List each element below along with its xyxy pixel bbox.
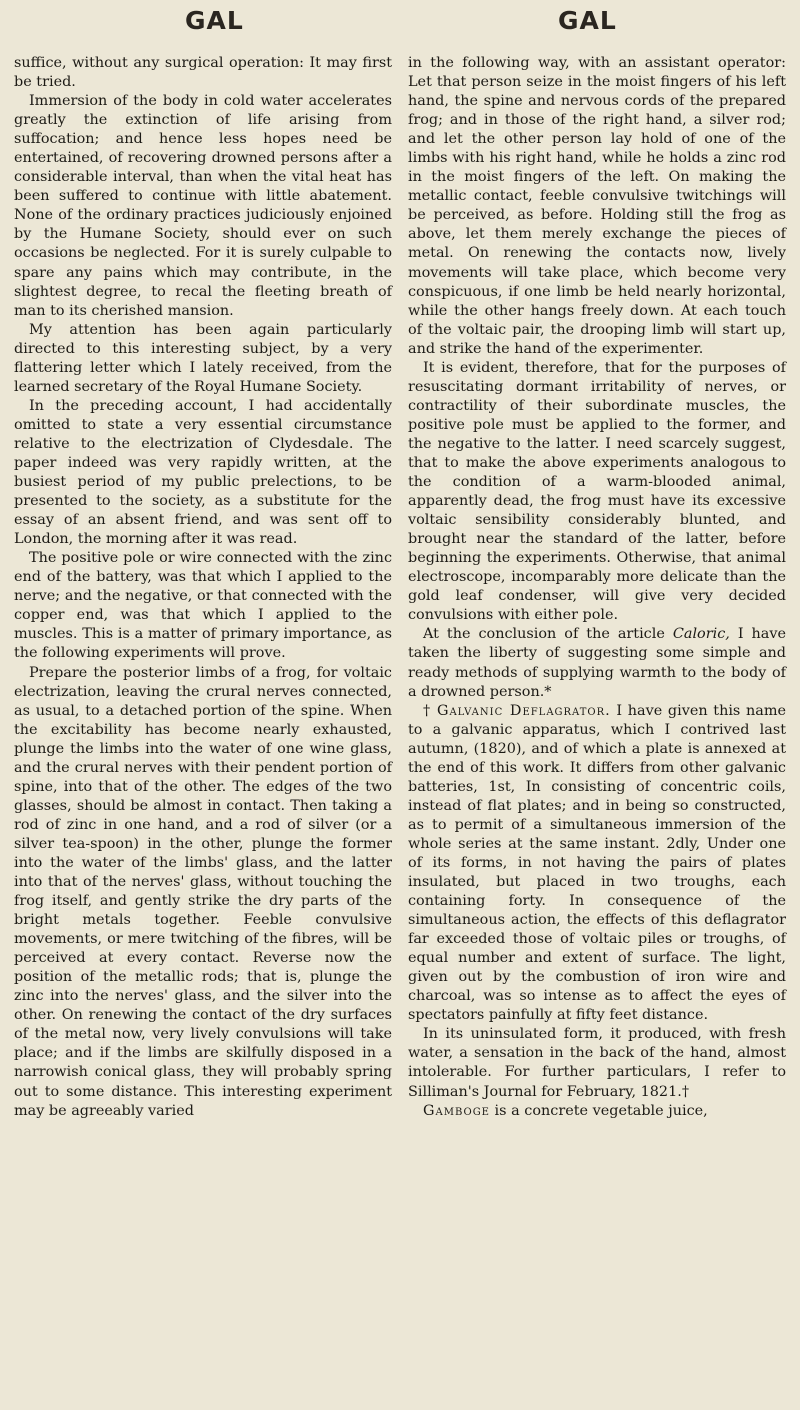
paragraph-preceding-account: In the preceding account, I had accidentally omitted to state a very essential circumstance relative to the electrization of Clydesdale. The paper indeed was very rapidly written, at the busiest period of my public prelections, to be presented to the society, as a substitute for the essay of an absent friend, and was sent off to London, the morning after it was read. xyxy=(14,397,392,548)
running-head-right: GAL xyxy=(558,6,617,35)
paragraph-evident: It is evident, therefore, that for the purposes of resuscitating dormant irritability of nerves, or contractility of their subordinate muscles, the positive pole must be applied to the former, and the negative to the latter. I need scarcely suggest, that to make the above experiments analogous to the condition of a warm-blooded animal, apparently dead, the frog must have its excessive voltaic sensibility considerably blunted, and brought near the standard of the latter, before beginning the experiments. Otherwise, that animal electroscope, incomparably more delicate than the gold leaf condenser, will give very decided convulsions with either pole. xyxy=(408,359,786,624)
paragraph-frog-experiment: Prepare the posterior limbs of a frog, for voltaic electrization, leaving the crural nerves connected, as usual, to a detached portion of the spine. When the excitability has become nearly exhausted, plunge the limbs into the water of one wine glass, and the crural nerves with their pendent portion of spine, into that of the other. The edges of the two glasses, should be almost in contact. Then taking a rod of zinc in one hand, and a rod of silver (or a silver tea-spoon) in the other, plunge the former into the water of the limbs' glass, and the latter into that of the nerves' glass, without touching the frog itself, and gently strike the dry parts of the bright metals together. Feeble convulsive movements, or mere twitching of the fibres, will be perceived at every contact. Reverse now the position of the metallic rods; that is, plunge the zinc into the nerves' glass, and the silver into the other. On renewing the contact of the dry surfaces of the metal now, very lively convulsions will take place; and if the limbs are skilfully disposed in a narrowish conical glass, they will probably spring out to some distance. This interesting experiment may be agreeably varied xyxy=(14,664,392,1119)
left-column xyxy=(14,54,392,1121)
entry-galvanic-deflagrator xyxy=(408,702,786,1026)
caloric-term: Caloric, xyxy=(672,626,730,643)
paragraph-assistant-operator: in the following way, with an assistant operator: Let that person seize in the moist fingers of his left hand, the spine and nervous cords of the prepared frog; and in those of the right hand, a silver rod; and let the other person lay hold of one of the limbs with his right hand, while he holds a zinc rod in the moist fingers of the left. On making the metallic contact, feeble convulsive twitchings will be perceived, as before. Holding still the frog as above, let them merely exchange the pieces of metal. On renewing the contacts now, lively movements will take place, which become very conspicuous, if one limb be held nearly horizontal, while the other hangs freely down. At each touch of the voltaic pair, the drooping limb will start up, and strike the hand of the experimenter. xyxy=(408,55,786,357)
dagger-mark: † xyxy=(423,702,437,719)
paragraph-immersion: Immersion of the body in cold water accelerates greatly the extinction of life arising from suffocation; and hence less hopes need be entertained, of recovering drowned persons after a considerable interval, than when the vital heat has been suffered to continue with little abatement. None of the ordinary practices judiciously enjoined by the Humane Society, should ever on such occasions be neglected. For it is surely culpable to spare any pains which may contribute, in the slightest degree, to recal the fleeting breath of man to its cherished mansion. xyxy=(14,93,392,319)
paragraph-uninsulated: In its uninsulated form, it produced, with fresh water, a sensation in the back of the hand, almost intolerable. For further particulars, I refer to Silliman's Journal for February, 1821.† xyxy=(408,1026,786,1100)
headword-galvanic-deflagrator: Galvanic Deflagrator. xyxy=(436,702,611,719)
right-column xyxy=(408,54,786,1121)
caloric-intro: At the conclusion of the article xyxy=(423,626,673,643)
paragraph-caloric xyxy=(408,625,786,701)
running-head-left: GAL xyxy=(185,6,244,35)
paragraph-attention: My attention has been again particularly directed to this interesting subject, by a very flattering letter which I lately received, from the learned secretary of the Royal Humane Society. xyxy=(14,321,392,395)
paragraph-suffice: suffice, without any surgical operation: It may first be tried. xyxy=(14,55,392,91)
headword-gamboge: Gamboge xyxy=(423,1102,490,1119)
caloric-rest: I have taken the liberty of suggesting some simple and ready methods of supplying warmth to the body of a drowned person.* xyxy=(408,626,787,700)
gamboge-text: is a concrete vegetable juice, xyxy=(489,1102,708,1119)
entry-gamboge xyxy=(408,1102,786,1121)
paragraph-positive-pole: The positive pole or wire connected with the zinc end of the battery, was that which I applied to the nerve; and the negative, or that connected with the copper end, was that which I applied to the muscles. This is a matter of primary importance, as the following experiments will prove. xyxy=(14,550,392,662)
deflagrator-text: I have given this name to a galvanic apparatus, which I contrived last autumn, (1820), and of which a plate is annexed at the end of this work. It differs from other galvanic batteries, 1st, In consisting of concentric coils, instead of flat plates; and in being so constructed, as to permit of a simultaneous immersion of the whole series at the same instant. 2dly, Under one of its forms, in not having the pairs of plates insulated, but placed in two troughs, each containing forty. In consequence of the simultaneous action, the effects of this deflagrator far exceeded those of voltaic piles or troughs, of equal number and extent of surface. The light, given out by the combustion of iron wire and charcoal, was so intense as to affect the eyes of spectators painfully at fifty feet distance. xyxy=(408,702,786,1024)
